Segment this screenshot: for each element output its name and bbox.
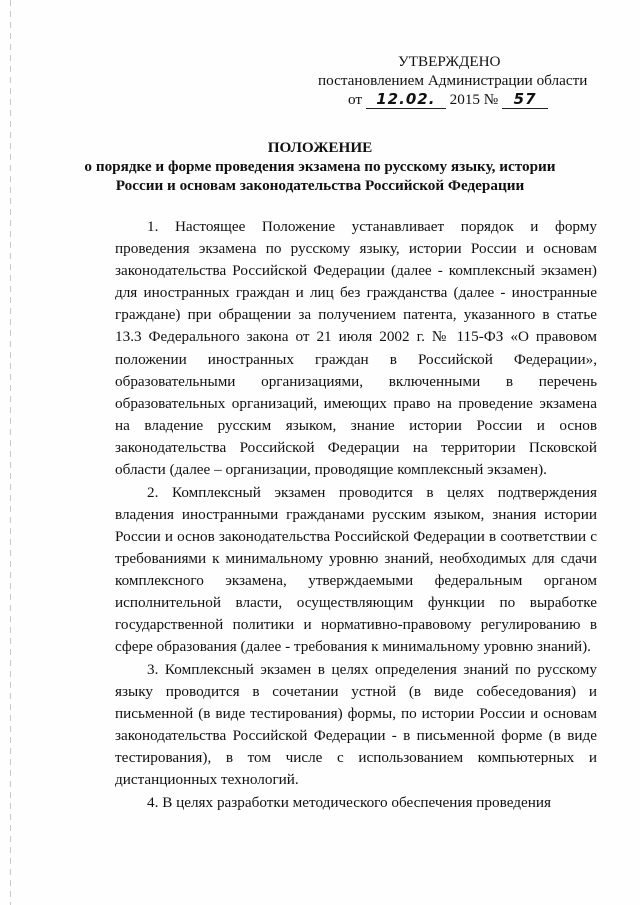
approval-date-line xyxy=(318,90,598,109)
approval-heading: УТВЕРЖДЕНО xyxy=(398,53,501,70)
paragraph-1: 1. Настоящее Положение устанавливает порядок и форму проведения экзамена по русскому языку, истории России и основам законодательства Российской Федерации (далее - комплексный экзамен) для иностранных граждан и лиц без гражданства (далее - иностранные граждане) при обращении за получением патента, указанного в статье 13.3 Федерального закона от 21 июля 2002 г. № 115-ФЗ «О правовом положении иностранных граждан в Российской Федерации», образовательными организациями, включенными в перечень образовательных организаций, имеющих право на проведение экзамена на владение русским языком, знание истории России и основ законодательства Российской Федерации на территории Псковской области (далее – организации, проводящие комплексный экзамен). xyxy=(115,218,597,479)
document-body xyxy=(115,216,597,815)
handwritten-date: 12.02. xyxy=(376,90,436,108)
title-line-1: о порядке и форме проведения экзамена по русскому языку, истории xyxy=(84,158,556,175)
paragraph-3: 3. Комплексный экзамен в целях определения знаний по русскому языку проводится в сочетании устной (в виде собеседования) и письменной (в виде тестирования) формы, по истории России и основам законодательства Российской Федерации - в письменной форме (в виде тестирования), в том числе с использованием компьютерных и дистанционных технологий. xyxy=(115,660,597,789)
paragraph-2: 2. Комплексный экзамен проводится в целях подтверждения владения иностранными гражданами русским языком, знания истории России и основ законодательства Российской Федерации в соответствии с требованиями к минимальному уровню знаний, необходимых для сдачи комплексного экзамена, утверждаемыми федеральным органом исполнительной власти, осуществляющим функции по выработке государственной политики и нормативно-правовому регулированию в сфере образования (далее - требования к минимальному уровню знаний). xyxy=(115,483,597,656)
paragraph-4: 4. В целях разработки методического обеспечения проведения xyxy=(147,793,551,811)
date-blank xyxy=(366,91,446,109)
approval-year: 2015 xyxy=(449,91,480,108)
title-heading: ПОЛОЖЕНИЕ xyxy=(267,139,373,156)
approval-authority: постановлением Администрации области xyxy=(318,72,588,89)
handwritten-number: 57 xyxy=(513,90,537,108)
number-blank xyxy=(502,91,548,109)
date-prefix: от xyxy=(348,91,363,108)
number-sign: № xyxy=(483,91,499,108)
approval-stamp-block xyxy=(318,52,598,109)
document-title xyxy=(0,138,640,195)
scan-edge-line xyxy=(10,0,11,905)
title-line-2: России и основам законодательства Российской Федерации xyxy=(115,177,525,194)
